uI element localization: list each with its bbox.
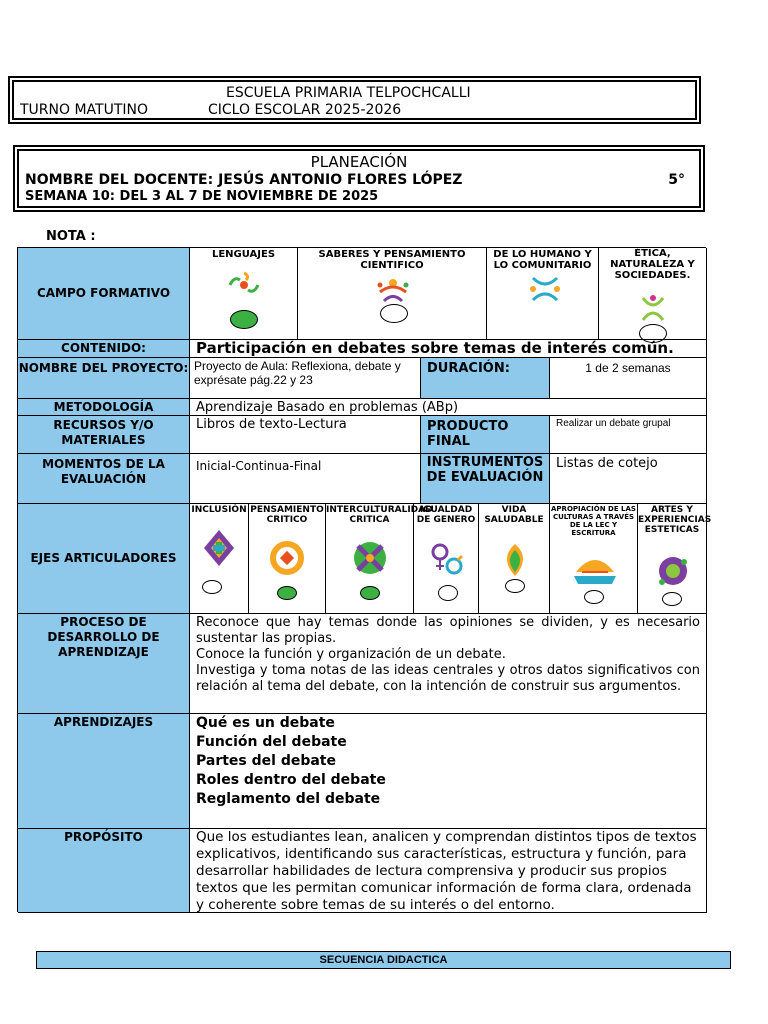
etica-icon — [637, 294, 669, 324]
nota-label: NOTA : — [46, 229, 96, 244]
momentos-label: MOMENTOS DE LA EVALUACIÓN — [18, 454, 190, 504]
contenido-label: CONTENIDO: — [18, 340, 190, 358]
inclusion-icon — [202, 528, 236, 568]
aprendizajes-label: APRENDIZAJES — [18, 714, 190, 829]
aprendizaje-item: Roles dentro del debate — [196, 772, 386, 788]
contenido-value: Participación en debates sobre temas de interés común. — [190, 340, 707, 358]
ciclo-escolar: CICLO ESCOLAR 2025-2026 — [208, 102, 402, 118]
aprendizaje-item: Reglamento del debate — [196, 791, 381, 807]
proposito-label: PROPÓSITO — [18, 829, 190, 913]
instrumentos-value: Listas de cotejo — [550, 454, 707, 504]
aprendizaje-item: Función del debate — [196, 734, 347, 750]
eje-artes-title: ARTES Y EXPERIENCIAS ESTETICAS — [638, 505, 712, 535]
semana: SEMANA 10: DEL 3 AL 7 DE NOVIEMBRE DE 2025 — [25, 189, 379, 204]
eje-inclusion — [190, 504, 249, 614]
momentos-value: Inicial-Continua-Final — [190, 454, 421, 504]
eje-pensamiento — [249, 504, 326, 614]
recursos-value: Libros de texto-Lectura — [190, 416, 421, 454]
vida-saludable-icon — [497, 540, 533, 580]
igualdad-icon — [430, 542, 464, 578]
docente-name: NOMBRE DEL DOCENTE: JESÚS ANTONIO FLORES LÓPEZ — [25, 172, 463, 188]
campo-humano — [487, 248, 599, 340]
interculturalidad-icon — [352, 540, 388, 576]
apropiacion-icon — [572, 552, 618, 586]
pensamiento-critico-icon — [269, 540, 305, 576]
metodologia-value: Aprendizaje Basado en problemas (ABp) — [190, 399, 707, 416]
turno: TURNO MATUTINO — [20, 102, 149, 118]
instrumentos-label: INSTRUMENTOS DE EVALUACIÓN — [421, 454, 550, 504]
recursos-label: RECURSOS Y/O MATERIALES — [18, 416, 190, 454]
planeacion-header — [13, 145, 705, 212]
eje-interculturalidad-title: INTERCULTURALIDAD CRITICA — [326, 505, 433, 525]
eje-apropiacion-title: APROPIACIÓN DE LAS CULTURAS A TRAVÉS DE LA LEC Y ESCRITURA — [551, 505, 636, 537]
eje-artes-selected[interactable] — [662, 592, 682, 606]
humano-icon — [529, 274, 561, 304]
grado: 5° — [668, 172, 685, 188]
saberes-icon — [376, 274, 410, 304]
aprendizaje-item: Qué es un debate — [196, 715, 335, 731]
campo-lenguajes-selected[interactable] — [230, 310, 258, 329]
eje-apropiacion — [550, 504, 638, 614]
secuencia-didactica-bar: SECUENCIA DIDACTICA — [36, 951, 731, 969]
school-name: ESCUELA PRIMARIA TELPOCHCALLI — [226, 85, 471, 101]
eje-vida-title: VIDA SALUDABLE — [484, 505, 544, 525]
aprendizaje-item: Partes del debate — [196, 753, 336, 769]
proceso-line: Reconoce que hay temas donde las opiniones se dividen, y es necesario sustentar las propias. — [196, 615, 700, 646]
proceso-value — [190, 614, 707, 714]
campo-saberes-selected[interactable] — [380, 304, 408, 323]
eje-igualdad-selected[interactable] — [438, 585, 458, 601]
metodologia-label: METODOLOGÍA — [18, 399, 190, 416]
campo-etica-title: ÉTICA, NATURALEZA Y SOCIEDADES. — [610, 248, 695, 281]
aprendizajes-list — [190, 714, 707, 829]
campo-saberes-title: SABERES Y PENSAMIENTO CIENTIFICO — [318, 249, 466, 271]
eje-igualdad — [414, 504, 479, 614]
eje-vida — [479, 504, 550, 614]
proposito-value: Que los estudiantes lean, analicen y comprendan distintos tipos de textos explicativos, identificando sus características, estructura y función, para desarrollar habilidades de lectura comprensiva y producir sus propios textos que les permitan comunicar información de forma clara, ordenada y coherente sobre temas de su interés o del entorno. — [190, 829, 707, 913]
proceso-line: Investiga y toma notas de las ideas centrales y otros datos significativos con relación al tema del debate, con la intención de construir sus argumentos. — [196, 663, 700, 694]
proyecto-label: NOMBRE DEL PROYECTO: — [18, 358, 190, 399]
campo-lenguajes — [190, 248, 298, 340]
proceso-line: Conoce la función y organización de un debate. — [196, 647, 506, 662]
ejes-label: EJES ARTICULADORES — [18, 504, 190, 614]
producto-label: PRODUCTO FINAL — [421, 416, 550, 454]
planning-table — [17, 247, 712, 913]
lenguajes-icon — [226, 270, 262, 300]
campo-lenguajes-title: LENGUAJES — [211, 249, 276, 260]
proceso-label: PROCESO DE DESARROLLO DE APRENDIZAJE — [18, 614, 190, 714]
artes-icon — [656, 554, 690, 588]
eje-inclusion-title: INCLUSIÓN — [191, 505, 247, 515]
campo-humano-title: DE LO HUMANO Y LO COMUNITARIO — [493, 249, 592, 271]
eje-interculturalidad — [326, 504, 433, 614]
eje-pensamiento-title: PENSAMIENTO CRITICO — [250, 505, 324, 525]
campo-saberes — [298, 248, 487, 340]
eje-artes — [638, 504, 712, 614]
eje-apropiacion-selected[interactable] — [584, 590, 604, 604]
proyecto-value: Proyecto de Aula: Reflexiona, debate y exprésate pág.22 y 23 — [190, 358, 421, 399]
campo-etica — [599, 248, 707, 340]
duracion-value: 1 de 2 semanas — [550, 358, 707, 399]
eje-vida-selected[interactable] — [505, 579, 525, 593]
eje-inclusion-selected[interactable] — [202, 580, 222, 594]
campo-formativo-label: CAMPO FORMATIVO — [18, 248, 190, 340]
eje-igualdad-title: IGUALDAD DE GENERO — [416, 505, 476, 525]
producto-value: Realizar un debate grupal — [550, 416, 707, 454]
planeacion-title: PLANEACIÓN — [310, 153, 408, 171]
school-header — [8, 76, 701, 124]
duracion-label: DURACIÓN: — [421, 358, 550, 399]
eje-pensamiento-selected[interactable] — [277, 586, 297, 600]
eje-interculturalidad-selected[interactable] — [360, 586, 380, 600]
